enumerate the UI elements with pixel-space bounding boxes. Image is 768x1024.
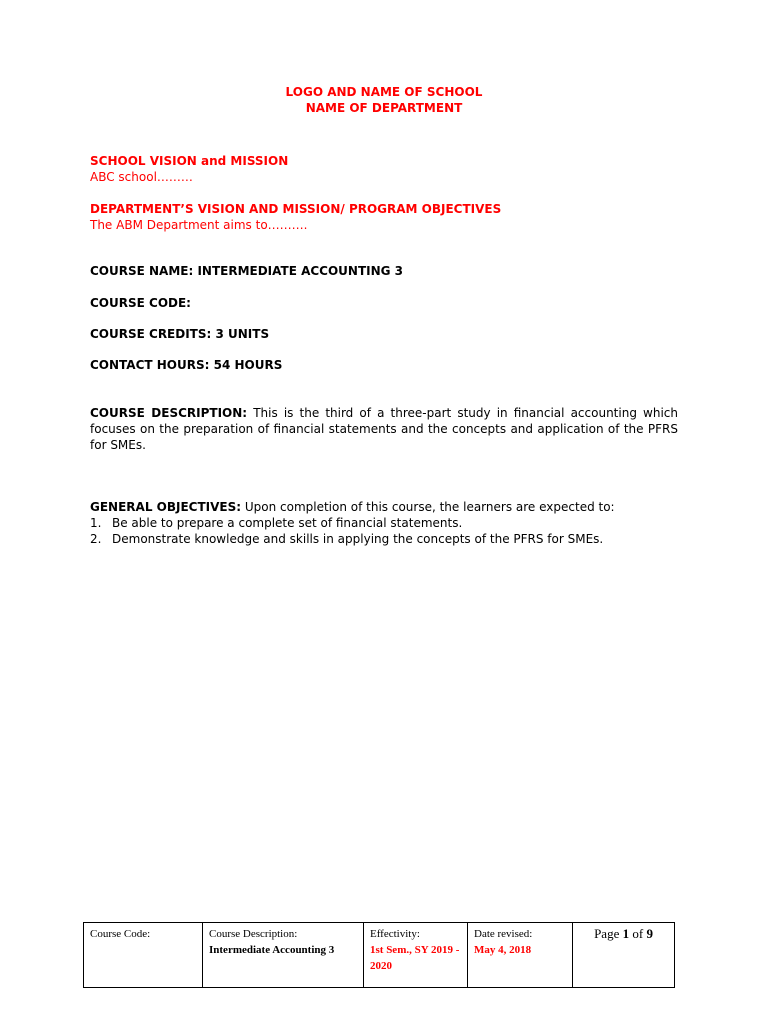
course-name: COURSE NAME: INTERMEDIATE ACCOUNTING 3	[90, 264, 404, 278]
course-description-text: This is the third of a three-part study in financial accounting which focuses on the preparation of financial statements and the concepts and application of the PFRS for SMEs.	[90, 406, 679, 452]
list-item-text: Be able to prepare a complete set of financial statements.	[112, 516, 463, 530]
general-objectives	[90, 499, 678, 547]
footer-course-description-value: Intermediate Accounting 3	[209, 944, 335, 956]
page-number: 1	[622, 926, 630, 941]
page-total: 9	[646, 926, 653, 941]
list-item-number: 1.	[90, 516, 102, 530]
list-item-text: Demonstrate knowledge and skills in applying the concepts of the PFRS for SMEs.	[112, 532, 604, 546]
department-vision-text: The ABM Department aims to……….	[90, 218, 308, 232]
department-vision-heading: DEPARTMENT’S VISION AND MISSION/ PROGRAM OBJECTIVES	[90, 202, 502, 216]
list-item	[90, 515, 678, 531]
course-code: COURSE CODE:	[90, 296, 191, 310]
footer-course-description-label: Course Description:	[209, 928, 298, 940]
footer-effectivity-value: 1st Sem., SY 2019 - 2020	[370, 944, 460, 972]
footer-date-revised-cell	[468, 923, 573, 988]
footer-effectivity-label: Effectivity:	[370, 928, 420, 940]
list-item	[90, 531, 678, 547]
general-objectives-intro	[90, 499, 678, 515]
school-vision-heading: SCHOOL VISION and MISSION	[90, 154, 289, 168]
course-credits: COURSE CREDITS: 3 UNITS	[90, 327, 270, 341]
footer-table	[83, 922, 675, 988]
footer-page-number-cell	[573, 923, 675, 988]
page-of: of	[629, 926, 647, 941]
course-description	[90, 405, 678, 453]
footer-effectivity-cell	[364, 923, 468, 988]
general-objectives-label: GENERAL OBJECTIVES:	[90, 500, 242, 514]
contact-hours: CONTACT HOURS: 54 HOURS	[90, 358, 283, 372]
school-vision-text: ABC school………	[90, 170, 193, 184]
objectives-list	[90, 515, 678, 547]
footer-date-revised-value: May 4, 2018	[474, 944, 532, 956]
footer-course-code-cell	[84, 923, 203, 988]
footer-date-revised-label: Date revised:	[474, 928, 533, 940]
page-prefix: Page	[594, 926, 623, 941]
school-logo-name: LOGO AND NAME OF SCHOOL	[285, 85, 483, 99]
footer-course-description-cell	[203, 923, 364, 988]
course-description-label: COURSE DESCRIPTION:	[90, 406, 248, 420]
department-name: NAME OF DEPARTMENT	[305, 101, 463, 115]
general-objectives-intro-text: Upon completion of this course, the learners are expected to:	[241, 500, 615, 514]
footer-course-code-label: Course Code:	[90, 928, 151, 940]
list-item-number: 2.	[90, 532, 102, 546]
